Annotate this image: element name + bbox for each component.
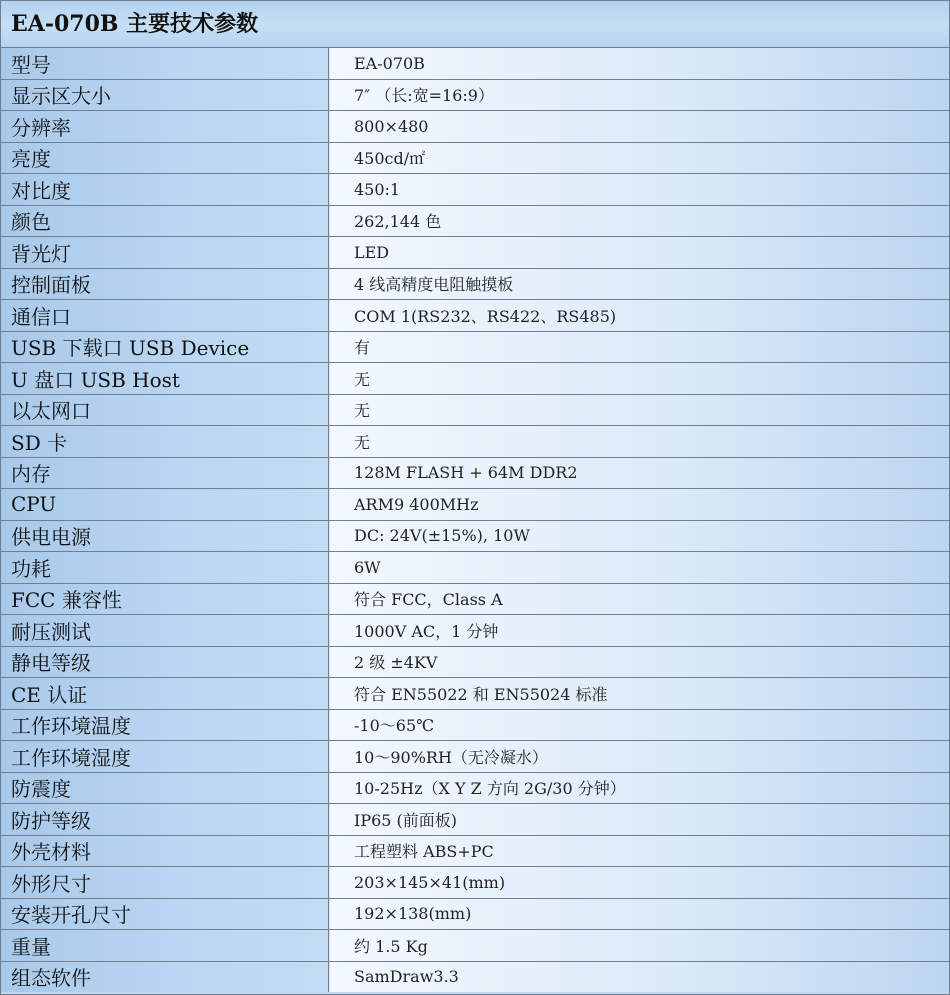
parameter-value: 2 级 ±4KV: [329, 646, 950, 678]
table-row: [1, 741, 949, 773]
parameter-name: U 盘口 USB Host: [1, 363, 329, 395]
parameter-value: 10～90%RH（无冷凝水）: [329, 741, 950, 773]
page-title: EA-070B 主要技术参数: [1, 1, 949, 48]
table-row: [1, 646, 949, 678]
parameter-name: 耐压测试: [1, 615, 329, 647]
table-row: [1, 709, 949, 741]
parameter-value: 约 1.5 Kg: [329, 930, 950, 962]
table-row: [1, 174, 949, 206]
parameter-value: SamDraw3.3: [329, 961, 950, 992]
parameter-name: 静电等级: [1, 646, 329, 678]
parameter-value: 800×480: [329, 111, 950, 143]
parameter-value: 符合 EN55022 和 EN55024 标准: [329, 678, 950, 710]
parameter-name: SD 卡: [1, 426, 329, 458]
table-row: [1, 772, 949, 804]
parameter-name: 亮度: [1, 142, 329, 174]
parameter-value: DC: 24V(±15%), 10W: [329, 520, 950, 552]
table-row: [1, 835, 949, 867]
parameter-value: 有: [329, 331, 950, 363]
table-row: [1, 457, 949, 489]
parameter-name: 组态软件: [1, 961, 329, 992]
parameter-value: 无: [329, 394, 950, 426]
parameter-name: 内存: [1, 457, 329, 489]
table-row: [1, 237, 949, 269]
table-row: [1, 394, 949, 426]
parameter-name: 工作环境温度: [1, 709, 329, 741]
table-row: [1, 268, 949, 300]
parameter-name: 外壳材料: [1, 835, 329, 867]
parameter-value: LED: [329, 237, 950, 269]
parameter-value: 192×138(mm): [329, 898, 950, 930]
table-row: [1, 363, 949, 395]
parameter-value: 无: [329, 363, 950, 395]
parameter-name: 工作环境湿度: [1, 741, 329, 773]
parameter-value: 450cd/㎡: [329, 142, 950, 174]
table-row: [1, 300, 949, 332]
parameter-value: 7″ （长:宽=16:9）: [329, 79, 950, 111]
parameter-value: -10～65℃: [329, 709, 950, 741]
spec-table-body: [1, 48, 949, 992]
parameter-value: IP65 (前面板): [329, 804, 950, 836]
parameter-name: 型号: [1, 48, 329, 79]
table-row: [1, 804, 949, 836]
parameter-name: 分辨率: [1, 111, 329, 143]
parameter-value: EA-070B: [329, 48, 950, 79]
parameter-value: 工程塑料 ABS+PC: [329, 835, 950, 867]
table-row: [1, 552, 949, 584]
parameter-value: 6W: [329, 552, 950, 584]
parameter-name: 安装开孔尺寸: [1, 898, 329, 930]
table-row: [1, 489, 949, 521]
parameter-name: 颜色: [1, 205, 329, 237]
table-row: [1, 111, 949, 143]
parameter-name: 背光灯: [1, 237, 329, 269]
parameter-name: 以太网口: [1, 394, 329, 426]
table-row: [1, 205, 949, 237]
parameter-name: 外形尺寸: [1, 867, 329, 899]
parameter-name: 防震度: [1, 772, 329, 804]
parameter-name: 对比度: [1, 174, 329, 206]
table-row: [1, 331, 949, 363]
table-row: [1, 930, 949, 962]
parameter-value: ARM9 400MHz: [329, 489, 950, 521]
parameter-name: CE 认证: [1, 678, 329, 710]
table-row: [1, 79, 949, 111]
parameter-value: 203×145×41(mm): [329, 867, 950, 899]
parameter-value: COM 1(RS232、RS422、RS485): [329, 300, 950, 332]
parameter-value: 10-25Hz（X Y Z 方向 2G/30 分钟）: [329, 772, 950, 804]
table-row: [1, 520, 949, 552]
table-row: [1, 583, 949, 615]
table-row: [1, 48, 949, 79]
parameter-value: 符合 FCC，Class A: [329, 583, 950, 615]
parameter-name: 防护等级: [1, 804, 329, 836]
parameter-name: 供电电源: [1, 520, 329, 552]
table-row: [1, 615, 949, 647]
parameter-name: 重量: [1, 930, 329, 962]
parameter-name: 功耗: [1, 552, 329, 584]
spec-table: [1, 48, 949, 992]
parameter-name: 显示区大小: [1, 79, 329, 111]
parameter-name: 通信口: [1, 300, 329, 332]
table-row: [1, 898, 949, 930]
parameter-value: 1000V AC，1 分钟: [329, 615, 950, 647]
parameter-name: USB 下载口 USB Device: [1, 331, 329, 363]
table-row: [1, 867, 949, 899]
table-row: [1, 678, 949, 710]
table-row: [1, 142, 949, 174]
parameter-name: FCC 兼容性: [1, 583, 329, 615]
parameter-name: CPU: [1, 489, 329, 521]
parameter-value: 262,144 色: [329, 205, 950, 237]
parameter-value: 450:1: [329, 174, 950, 206]
parameter-value: 128M FLASH + 64M DDR2: [329, 457, 950, 489]
parameter-value: 无: [329, 426, 950, 458]
parameter-value: 4 线高精度电阻触摸板: [329, 268, 950, 300]
table-row: [1, 961, 949, 992]
table-row: [1, 426, 949, 458]
parameter-name: 控制面板: [1, 268, 329, 300]
